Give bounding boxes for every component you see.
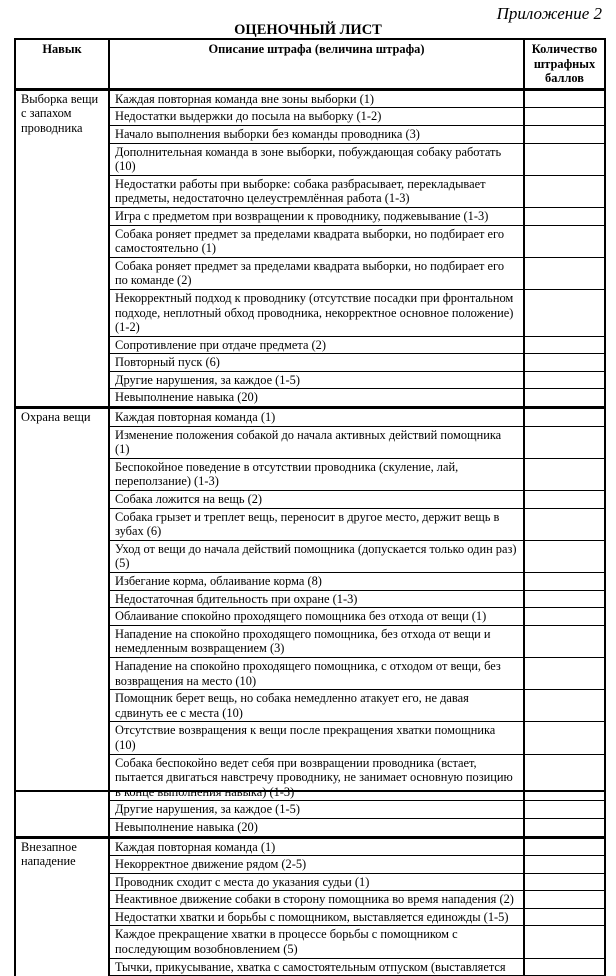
penalty-score-cell[interactable] xyxy=(524,837,605,856)
column-header-skill: Навык xyxy=(15,39,109,89)
penalty-description: Некорректный подход к проводнику (отсутствие посадки при фронтальном подходе, неплотный обход проводника, некорректное основное положение) (1-2) xyxy=(109,289,524,336)
page-title: ОЦЕНОЧНЫЙ ЛИСТ xyxy=(234,22,382,38)
penalty-score-cell[interactable] xyxy=(524,508,605,540)
penalty-description: Каждая повторная команда вне зоны выборки (1) xyxy=(109,89,524,108)
column-header-description: Описание штрафа (величина штрафа) xyxy=(109,39,524,89)
penalty-description: Сопротивление при отдаче предмета (2) xyxy=(109,336,524,354)
penalty-score-cell[interactable] xyxy=(524,908,605,926)
skill-name: Выборка вещи с запахом проводника xyxy=(15,89,109,407)
penalty-score-cell[interactable] xyxy=(524,754,605,801)
penalty-description: Собака роняет предмет за пределами квадрата выборки, но подбирает его по команде (2) xyxy=(109,257,524,289)
penalty-score-cell[interactable] xyxy=(524,225,605,257)
penalty-score-cell[interactable] xyxy=(524,108,605,126)
penalty-description: Облаивание спокойно проходящего помощника без отхода от вещи (1) xyxy=(109,608,524,626)
penalty-score-cell[interactable] xyxy=(524,175,605,207)
penalty-score-cell[interactable] xyxy=(524,491,605,509)
penalty-description: Избегание корма, облаивание корма (8) xyxy=(109,573,524,591)
table-row xyxy=(15,837,605,856)
penalty-score-cell[interactable] xyxy=(524,207,605,225)
penalty-description: Начало выполнения выборки без команды проводника (3) xyxy=(109,125,524,143)
skill-name: Охрана вещи xyxy=(15,408,109,837)
penalty-description: Игра с предметом при возвращении к проводнику, поджевывание (1-3) xyxy=(109,207,524,225)
penalty-description: Нападение на спокойно проходящего помощника, без отхода от вещи и немедленным возвращением (3) xyxy=(109,625,524,657)
penalty-description: Помощник берет вещь, но собака немедленно атакует его, не давая сдвинуть ее с места (10) xyxy=(109,690,524,722)
penalty-description: Собака роняет предмет за пределами квадрата выборки, но подбирает его самостоятельно (1) xyxy=(109,225,524,257)
penalty-description: Другие нарушения, за каждое (1-5) xyxy=(109,801,524,819)
table-row xyxy=(15,408,605,427)
penalty-score-cell[interactable] xyxy=(524,389,605,408)
penalty-score-cell[interactable] xyxy=(524,540,605,572)
column-header-score: Количество штрафных баллов xyxy=(524,39,605,89)
penalty-description: Каждая повторная команда (1) xyxy=(109,408,524,427)
penalty-score-cell[interactable] xyxy=(524,958,605,976)
penalty-score-cell[interactable] xyxy=(524,289,605,336)
penalty-score-cell[interactable] xyxy=(524,257,605,289)
penalty-score-cell[interactable] xyxy=(524,573,605,591)
penalty-score-cell[interactable] xyxy=(524,891,605,909)
penalty-description: Собака беспокойно ведет себя при возвращении проводника (встает, пытается двигаться навстречу проводнику, не занимает основную позицию в конце выполнения навыка) (1-3) xyxy=(109,754,524,801)
penalty-description: Дополнительная команда в зоне выборки, побуждающая собаку работать (10) xyxy=(109,143,524,175)
evaluation-table-container xyxy=(14,38,604,974)
penalty-description: Недостатки выдержки до посыла на выборку (1-2) xyxy=(109,108,524,126)
penalty-description: Собака ложится на вещь (2) xyxy=(109,491,524,509)
penalty-score-cell[interactable] xyxy=(524,458,605,490)
penalty-description: Отсутствие возвращения к вещи после прекращения хватки помощника (10) xyxy=(109,722,524,754)
penalty-score-cell[interactable] xyxy=(524,856,605,874)
penalty-description: Проводник сходит с места до указания судьи (1) xyxy=(109,873,524,891)
penalty-score-cell[interactable] xyxy=(524,408,605,427)
penalty-description: Неактивное движение собаки в сторону помощника во время нападения (2) xyxy=(109,891,524,909)
penalty-description: Каждое прекращение хватки в процессе борьбы с помощником с последующим возобновлением (5) xyxy=(109,926,524,958)
penalty-description: Другие нарушения, за каждое (1-5) xyxy=(109,371,524,389)
penalty-description: Невыполнение навыка (20) xyxy=(109,818,524,837)
penalty-score-cell[interactable] xyxy=(524,143,605,175)
penalty-score-cell[interactable] xyxy=(524,722,605,754)
penalty-score-cell[interactable] xyxy=(524,371,605,389)
penalty-description: Собака грызет и треплет вещь, переносит в другое место, держит вещь в зубах (6) xyxy=(109,508,524,540)
appendix-label: Приложение 2 xyxy=(496,4,602,23)
penalty-score-cell[interactable] xyxy=(524,426,605,458)
penalty-score-cell[interactable] xyxy=(524,590,605,608)
penalty-score-cell[interactable] xyxy=(524,89,605,108)
penalty-description: Каждая повторная команда (1) xyxy=(109,837,524,856)
penalty-score-cell[interactable] xyxy=(524,336,605,354)
penalty-description: Недостатки работы при выборке: собака разбрасывает, перекладывает предметы, недостаточно целеустремлённая работа (1-3) xyxy=(109,175,524,207)
penalty-score-cell[interactable] xyxy=(524,801,605,819)
penalty-score-cell[interactable] xyxy=(524,818,605,837)
table-row xyxy=(15,89,605,108)
penalty-score-cell[interactable] xyxy=(524,657,605,689)
penalty-description: Тычки, прикусывание, хватка с самостоятельным отпуском (выставляется xyxy=(109,958,524,976)
table-body xyxy=(15,89,605,975)
penalty-description: Нападение на спокойно проходящего помощника, с отходом от вещи, без возвращения на место (10) xyxy=(109,657,524,689)
penalty-score-cell[interactable] xyxy=(524,625,605,657)
penalty-description: Недостатки хватки и борьбы с помощником, выставляется единожды (1-5) xyxy=(109,908,524,926)
penalty-score-cell[interactable] xyxy=(524,873,605,891)
penalty-score-cell[interactable] xyxy=(524,125,605,143)
penalty-description: Недостаточная бдительность при охране (1-3) xyxy=(109,590,524,608)
table-header-row xyxy=(15,39,605,89)
penalty-description: Повторный пуск (6) xyxy=(109,354,524,372)
penalty-score-cell[interactable] xyxy=(524,926,605,958)
penalty-score-cell[interactable] xyxy=(524,354,605,372)
penalty-description: Уход от вещи до начала действий помощника (допускается только один раз) (5) xyxy=(109,540,524,572)
penalty-score-cell[interactable] xyxy=(524,608,605,626)
skill-name: Внезапное нападение xyxy=(15,837,109,976)
evaluation-table xyxy=(14,38,606,976)
penalty-score-cell[interactable] xyxy=(524,690,605,722)
penalty-description: Некорректное движение рядом (2-5) xyxy=(109,856,524,874)
penalty-description: Беспокойное поведение в отсутствии проводника (скуление, лай, переползание) (1-3) xyxy=(109,458,524,490)
penalty-description: Изменение положения собакой до начала активных действий помощника (1) xyxy=(109,426,524,458)
penalty-description: Невыполнение навыка (20) xyxy=(109,389,524,408)
